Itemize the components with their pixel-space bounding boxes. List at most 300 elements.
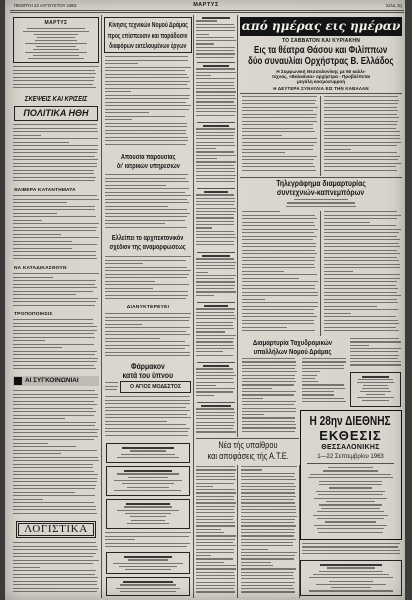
illegible-text-line <box>196 165 234 166</box>
illegible-text-line <box>13 443 48 444</box>
illegible-text-line <box>196 295 214 296</box>
illegible-text-line <box>13 513 97 514</box>
illegible-text-line <box>13 474 98 475</box>
illegible-text-line <box>324 166 396 167</box>
illegible-text-line <box>196 50 234 51</box>
illegible-text-line <box>241 555 295 556</box>
illegible-text-line <box>13 485 96 486</box>
illegible-text-line <box>13 422 96 423</box>
article-text-block <box>196 125 236 186</box>
illegible-text-line <box>242 250 315 251</box>
illegible-text-line <box>13 234 61 235</box>
article-text-block <box>196 305 236 360</box>
illegible-text-line <box>105 291 188 292</box>
illegible-text-line <box>324 156 400 157</box>
illegible-text-line <box>130 450 166 451</box>
column-rule <box>320 211 321 336</box>
illegible-text-line <box>242 285 315 286</box>
illegible-text-line <box>105 174 188 175</box>
illegible-text-line <box>241 519 295 520</box>
illegible-text-line <box>13 251 96 252</box>
illegible-text-line <box>196 30 235 31</box>
illegible-text-line <box>242 170 316 171</box>
illegible-text-line <box>105 407 186 408</box>
article-text-block <box>105 532 191 550</box>
ad-text-block <box>354 376 397 405</box>
illegible-text-line <box>242 327 287 328</box>
illegible-text-line <box>25 43 86 44</box>
illegible-text-line <box>123 581 172 583</box>
illegible-text-line <box>242 138 317 139</box>
illegible-text-line <box>13 457 98 458</box>
black-square-icon <box>14 377 22 385</box>
illegible-text-line <box>13 337 95 338</box>
illegible-text-line <box>350 348 401 349</box>
illegible-text-line <box>362 376 390 378</box>
illegible-text-line <box>196 281 235 282</box>
illegible-text-line <box>196 578 235 579</box>
illegible-text-line <box>196 308 235 309</box>
newspaper-name: ΜΑΡΤΥΣ <box>193 2 219 8</box>
illegible-text-line <box>201 405 231 407</box>
deck-line: μεγάλη κοσμοσυρροή <box>296 79 346 84</box>
illegible-text-line <box>34 34 78 35</box>
illegible-text-line <box>357 397 393 398</box>
illegible-text-line <box>196 499 234 500</box>
illegible-text-line <box>13 563 93 564</box>
column-rule <box>237 465 238 598</box>
illegible-text-line <box>105 209 187 210</box>
illegible-text-line <box>105 84 187 85</box>
illegible-text-line <box>203 365 228 367</box>
illegible-text-line <box>125 569 171 570</box>
illegible-text-line <box>13 241 72 242</box>
notice-box <box>120 381 191 393</box>
illegible-text-line <box>196 469 236 470</box>
illegible-text-line <box>324 327 396 328</box>
illegible-text-line <box>302 398 344 399</box>
illegible-text-line <box>302 394 334 395</box>
illegible-text-line <box>196 158 217 159</box>
illegible-text-line <box>114 480 182 481</box>
illegible-text-line <box>324 243 399 244</box>
illegible-text-line <box>196 148 216 149</box>
ad-city: ΘΕΣΣΑΛΟΝΙΚΗΣ <box>321 444 380 451</box>
illegible-text-line <box>196 415 234 416</box>
article-text-block <box>196 405 236 436</box>
illegible-text-line <box>13 84 93 85</box>
section-rule <box>240 93 402 94</box>
illegible-text-line <box>13 351 97 352</box>
illegible-text-line <box>13 425 95 426</box>
illegible-text-line <box>13 213 57 214</box>
illegible-text-line <box>196 43 214 44</box>
illegible-text-line <box>324 159 398 160</box>
illegible-text-line <box>324 267 400 268</box>
illegible-text-line <box>324 264 400 265</box>
illegible-text-line <box>13 298 98 299</box>
illegible-text-line <box>241 578 294 579</box>
illegible-text-line <box>124 556 172 558</box>
illegible-text-line <box>350 361 401 362</box>
illegible-text-line <box>196 338 234 339</box>
illegible-text-line <box>196 40 236 41</box>
illegible-text-line <box>242 306 318 307</box>
illegible-text-line <box>13 509 96 510</box>
notice-box-title: Ο ΑΓΙΟΣ ΜΟΔΕΣΤΟΣ <box>130 384 181 390</box>
illegible-text-line <box>196 591 235 592</box>
illegible-text-line <box>242 358 295 359</box>
illegible-text-line <box>242 316 317 317</box>
illegible-text-line <box>13 439 94 440</box>
illegible-text-line <box>324 117 399 118</box>
illegible-text-line <box>196 341 233 342</box>
article-text-block <box>324 96 401 176</box>
illegible-text-line <box>242 166 315 167</box>
illegible-text-line <box>196 473 235 474</box>
illegible-text-line <box>302 543 400 544</box>
illegible-text-line <box>13 546 97 547</box>
illegible-text-line <box>324 288 398 289</box>
illegible-text-line <box>196 275 236 276</box>
illegible-text-line <box>324 239 400 240</box>
illegible-text-line <box>302 391 334 392</box>
illegible-text-line <box>13 502 94 503</box>
illegible-text-line <box>316 584 386 585</box>
article-text-block <box>105 396 191 440</box>
illegible-text-line <box>105 313 191 314</box>
illegible-text-line <box>196 145 235 146</box>
illegible-text-line <box>13 478 97 479</box>
illegible-text-line <box>242 117 316 118</box>
illegible-text-line <box>241 496 296 497</box>
illegible-text-line <box>105 428 190 429</box>
illegible-text-line <box>196 211 236 212</box>
illegible-text-line <box>242 398 263 399</box>
illegible-text-line <box>120 591 176 592</box>
illegible-text-line <box>13 581 97 582</box>
illegible-text-line <box>196 75 211 76</box>
illegible-text-line <box>127 523 168 524</box>
illegible-text-line <box>242 388 272 389</box>
illegible-text-line <box>241 575 293 576</box>
illegible-text-line <box>105 206 168 207</box>
illegible-text-line <box>196 237 236 238</box>
illegible-text-line <box>324 236 397 237</box>
illegible-text-line <box>313 515 387 516</box>
illegible-text-line <box>196 278 234 279</box>
illegible-text-line <box>196 422 235 423</box>
illegible-text-line <box>363 385 388 386</box>
illegible-text-line <box>196 516 234 517</box>
illegible-text-line <box>242 257 315 258</box>
illegible-text-line <box>241 512 296 513</box>
illegible-text-line <box>105 403 190 404</box>
illegible-text-line <box>241 535 294 536</box>
illegible-text-line <box>105 56 188 57</box>
illegible-text-line <box>13 436 98 437</box>
illegible-text-line <box>196 208 236 209</box>
illegible-text-line <box>362 388 389 389</box>
accounting-section-box <box>16 521 96 538</box>
illegible-text-line <box>302 381 318 382</box>
illegible-text-line <box>13 180 95 181</box>
illegible-text-line <box>196 532 224 533</box>
illegible-text-line <box>13 574 95 575</box>
illegible-text-line <box>242 243 316 244</box>
illegible-text-line <box>204 191 227 193</box>
illegible-text-line <box>324 152 397 153</box>
illegible-text-line <box>324 110 398 111</box>
illegible-text-line <box>13 255 96 256</box>
illegible-text-line <box>13 347 62 348</box>
ad-text-block <box>306 564 396 594</box>
illegible-text-line <box>13 294 76 295</box>
illegible-text-line <box>196 588 234 589</box>
illegible-text-line <box>318 532 384 533</box>
illegible-text-line <box>13 361 97 362</box>
info-box <box>13 17 99 63</box>
headline-line: Ελλείπει το αρχιτεκτονικόν <box>112 235 184 242</box>
illegible-text-line <box>242 323 314 324</box>
illegible-text-line <box>203 65 229 67</box>
headline-line: Τηλεγράφημα διαμαρτυρίας <box>276 178 366 188</box>
illegible-text-line <box>13 287 97 288</box>
illegible-text-line <box>105 130 186 131</box>
accounting-section-title: ΛΟΓΙΣΤΙΚΑ <box>24 523 88 535</box>
illegible-text-line <box>13 305 95 306</box>
illegible-text-line <box>362 400 390 401</box>
illegible-text-line <box>105 421 167 422</box>
illegible-text-line <box>319 504 382 505</box>
illegible-text-line <box>302 361 346 362</box>
headline <box>240 179 402 197</box>
illegible-text-line <box>105 195 191 196</box>
illegible-text-line <box>302 378 315 379</box>
illegible-text-line <box>196 214 234 215</box>
illegible-text-line <box>13 560 99 561</box>
article-text-block <box>105 256 191 302</box>
masthead-rule <box>10 10 404 11</box>
illegible-text-line <box>196 27 235 28</box>
illegible-text-line <box>241 489 295 490</box>
illegible-text-line <box>105 400 190 401</box>
illegible-text-line <box>203 125 228 127</box>
illegible-text-line <box>105 338 160 339</box>
deck-line: Η Συμφωνική Θεσσαλονίκης με 60 καλλι- <box>276 69 366 74</box>
illegible-text-line <box>196 161 236 162</box>
illegible-text-line <box>196 355 233 356</box>
illegible-text-line <box>196 325 233 326</box>
illegible-text-line <box>241 499 294 500</box>
illegible-text-line <box>317 518 383 519</box>
illegible-text-line <box>13 77 95 78</box>
illegible-text-line <box>196 47 235 48</box>
illegible-text-line <box>196 385 216 386</box>
illegible-text-line <box>117 473 179 474</box>
illegible-text-line <box>105 256 191 257</box>
illegible-text-line <box>105 181 189 182</box>
article-text-block <box>242 96 318 176</box>
article-deck-block <box>268 199 374 209</box>
illegible-text-line <box>13 258 97 259</box>
illegible-text-line <box>302 375 317 376</box>
illegible-text-line <box>13 450 97 451</box>
illegible-text-line <box>196 555 211 556</box>
illegible-text-line <box>105 317 190 318</box>
headline-line: Νέα τής υπαίθρου <box>218 440 278 451</box>
illegible-text-line <box>242 302 318 303</box>
illegible-text-line <box>196 135 234 136</box>
illegible-text-line <box>242 236 317 237</box>
illegible-text-line <box>242 264 314 265</box>
illegible-text-line <box>13 467 93 468</box>
illegible-text-line <box>196 88 235 89</box>
column-banner-title: από ημέρας εις ημέραν <box>241 19 401 33</box>
illegible-text-line <box>13 323 93 324</box>
illegible-text-line <box>324 299 397 300</box>
illegible-text-line <box>350 364 401 365</box>
illegible-text-line <box>13 87 96 88</box>
illegible-text-line <box>13 301 96 302</box>
illegible-text-line <box>324 309 398 310</box>
illegible-text-line <box>196 348 234 349</box>
illegible-text-line <box>13 340 45 341</box>
deck-line: τέχνας, «Βαλκάνια» ορχήστρα - Προβλέπεται <box>271 74 371 79</box>
illegible-text-line <box>242 424 296 425</box>
illegible-text-line <box>196 582 235 583</box>
illegible-text-line <box>13 570 96 571</box>
illegible-text-line <box>242 278 299 279</box>
illegible-text-line <box>241 483 294 484</box>
section-band-title: ΑΙ ΣΥΓΚΟΙΝΩΝΙΑΙ <box>25 377 79 384</box>
illegible-text-line <box>242 330 315 331</box>
illegible-text-line <box>25 52 88 53</box>
illegible-text-line <box>196 288 234 289</box>
illegible-text-line <box>105 539 135 540</box>
illegible-text-line <box>319 571 383 572</box>
article-text-block <box>242 211 318 336</box>
illegible-text-line <box>324 103 398 104</box>
illegible-text-line <box>196 502 236 503</box>
column-rule <box>320 96 321 176</box>
illegible-text-line <box>13 446 76 447</box>
illegible-text-line <box>13 415 94 416</box>
article-text-block <box>324 211 401 336</box>
illegible-text-line <box>324 313 351 314</box>
headline-line: Εις τα θέατρα Θάσου και Φιλίππων <box>254 44 388 56</box>
illegible-text-line <box>241 492 295 493</box>
illegible-text-line <box>196 525 235 526</box>
headline-line: Κίνησις τεχνικών Νομού Δράμας <box>108 20 188 29</box>
illegible-text-line <box>196 391 233 392</box>
illegible-text-line <box>241 552 297 553</box>
article-text-block <box>13 542 99 596</box>
illegible-text-line <box>242 401 296 402</box>
illegible-text-line <box>309 577 393 578</box>
illegible-text-line <box>13 577 98 578</box>
illegible-text-line <box>105 144 186 145</box>
illegible-text-line <box>196 78 235 79</box>
illegible-text-line <box>196 431 236 432</box>
illegible-text-line <box>324 124 397 125</box>
illegible-text-line <box>196 382 234 383</box>
illegible-text-line <box>324 274 400 275</box>
illegible-text-line <box>242 271 284 272</box>
headline-box <box>104 17 192 53</box>
illegible-text-line <box>242 431 295 432</box>
illegible-text-line <box>242 253 317 254</box>
illegible-text-line <box>196 224 234 225</box>
illegible-text-line <box>196 483 234 484</box>
illegible-text-line <box>196 428 233 429</box>
classified-ad <box>106 499 190 529</box>
illegible-text-line <box>196 244 234 245</box>
illegible-text-line <box>105 102 186 103</box>
illegible-text-line <box>196 368 233 369</box>
illegible-text-line <box>242 292 318 293</box>
illegible-text-line <box>105 91 131 92</box>
illegible-text-line <box>242 309 314 310</box>
illegible-text-line <box>105 185 166 186</box>
ad-title-line: Η 28ην ΔΙΕΘΝΗΣ <box>309 413 392 428</box>
classified-ad <box>300 560 402 596</box>
article-text-block <box>105 313 191 360</box>
illegible-text-line <box>105 382 118 383</box>
illegible-text-line <box>13 216 96 217</box>
illegible-text-line <box>13 397 98 398</box>
illegible-text-line <box>13 170 94 171</box>
illegible-text-line <box>242 375 295 376</box>
illegible-text-line <box>105 324 142 325</box>
illegible-text-line <box>23 31 90 32</box>
ad-dates: 1—22 Σεπτεμβρίου 1963 <box>317 454 384 460</box>
illegible-text-line <box>13 333 94 334</box>
illegible-text-line <box>105 431 188 432</box>
ad-text-block <box>111 470 185 495</box>
illegible-text-line <box>105 192 185 193</box>
illegible-text-line <box>242 100 316 101</box>
illegible-text-line <box>196 558 233 559</box>
illegible-text-line <box>242 142 317 143</box>
illegible-text-line <box>196 489 235 490</box>
illegible-text-line <box>13 319 93 320</box>
illegible-text-line <box>13 70 95 71</box>
illegible-text-line <box>13 556 93 557</box>
illegible-text-line <box>323 470 379 471</box>
illegible-text-line <box>13 390 95 391</box>
illegible-text-line <box>13 471 94 472</box>
illegible-text-line <box>124 506 171 507</box>
illegible-text-line <box>105 288 153 289</box>
illegible-text-line <box>196 272 208 273</box>
illegible-text-line <box>242 215 315 216</box>
illegible-text-line <box>309 590 394 591</box>
item-rule <box>197 302 235 303</box>
illegible-text-line <box>13 344 94 345</box>
illegible-text-line <box>13 368 96 369</box>
illegible-text-line <box>324 149 351 150</box>
illegible-text-line <box>242 131 315 132</box>
masthead-rule <box>10 12 404 13</box>
illegible-text-line <box>105 348 185 349</box>
illegible-text-line <box>121 454 176 455</box>
article-text-block <box>196 365 236 400</box>
illegible-text-line <box>242 391 296 392</box>
section-title <box>12 94 100 103</box>
illegible-text-line <box>196 466 235 467</box>
illegible-text-line <box>105 536 189 537</box>
